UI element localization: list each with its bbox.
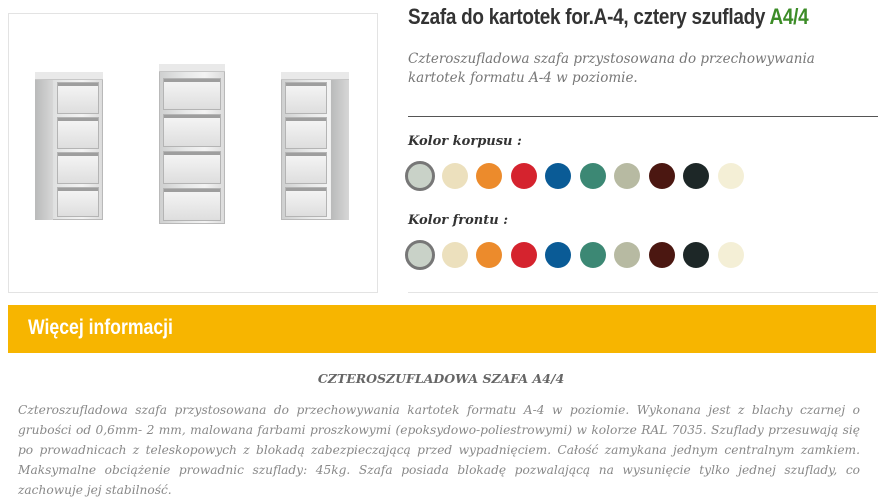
body-color-swatch[interactable] [649, 163, 675, 189]
front-color-swatch[interactable] [614, 242, 640, 268]
body-color-swatch[interactable] [476, 163, 502, 189]
front-color-swatch[interactable] [405, 240, 435, 270]
body-color-swatch[interactable] [580, 163, 606, 189]
cabinet-front-view [159, 64, 225, 224]
more-info-title: Więcej informacji [28, 316, 173, 339]
front-color-swatch[interactable] [545, 242, 571, 268]
front-color-swatch[interactable] [511, 242, 537, 268]
body-color-swatch[interactable] [718, 163, 744, 189]
body-color-swatch[interactable] [442, 163, 468, 189]
description-heading: CZTEROSZUFLADOWA SZAFA A4/4 [317, 371, 565, 386]
body-color-swatch[interactable] [683, 163, 709, 189]
body-color-swatch[interactable] [405, 161, 435, 191]
product-title [408, 4, 808, 30]
body-color-swatch[interactable] [511, 163, 537, 189]
more-info-banner[interactable] [8, 305, 876, 353]
front-color-swatch[interactable] [649, 242, 675, 268]
product-lead: Czteroszufladowa szafa przystosowana do przechowywania kartotek formatu A-4 w poziomie. [408, 51, 815, 86]
product-model: A4/4 [769, 4, 809, 29]
front-color-label: Kolor frontu : [408, 213, 509, 228]
divider [408, 116, 878, 117]
cabinet-left-view [35, 72, 103, 220]
front-color-swatch[interactable] [683, 242, 709, 268]
front-color-swatch[interactable] [442, 242, 468, 268]
body-color-swatch[interactable] [614, 163, 640, 189]
body-color-label: Kolor korpusu : [408, 134, 522, 149]
description-text: Czteroszufladowa szafa przystosowana do przechowywania kartotek formatu A-4 w poziomie. Wykonana jest z blachy czarnej o grubości od 0,6mm- 2 mm, malowana farbami proszkowymi (epoksydowo-poliestrowymi) w kolorze RAL 7035. Szuflady przesuwają się po prowadnicach z teleskopowych z blokadą zabezpieczającą przed wypadnięciem. Całość zamykana jednym centralnym zamkiem. Maksymalne obciążenie prowadnic szuflady: 45kg. Szafa posiada blokadę pozwalającą na wysunięcie tylko jednej szuflady, co zachowuje jej stabilność. [18, 403, 860, 497]
product-title-text: Szafa do kartotek for.A-4, cztery szuflady [408, 4, 770, 29]
front-color-swatch[interactable] [476, 242, 502, 268]
cabinet-right-view [281, 72, 349, 220]
divider [408, 292, 878, 293]
body-color-swatch[interactable] [545, 163, 571, 189]
front-color-swatch[interactable] [580, 242, 606, 268]
front-color-swatch[interactable] [718, 242, 744, 268]
product-image[interactable] [8, 13, 378, 293]
